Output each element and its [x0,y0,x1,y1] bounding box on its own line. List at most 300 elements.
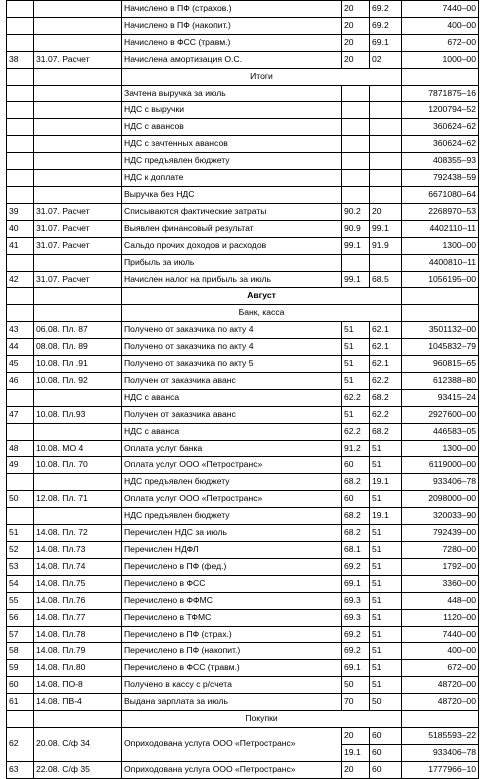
ledger-row [7,254,479,271]
month-heading-row [7,288,479,305]
ledger-row [7,542,479,559]
document-cell: 14.08. Пл.79 [34,643,122,660]
description-cell: Получено от заказчика по акту 5 [122,356,342,373]
description-cell: НДС к доплате [122,170,342,187]
ledger-row [7,237,479,254]
description-cell: Получен от заказчика аванс [122,406,342,423]
document-cell [34,423,122,440]
credit-account-cell [370,254,402,271]
ledger-row [7,102,479,119]
amount-cell: 6671080–64 [402,186,479,203]
debit-account-cell: 62.2 [342,423,370,440]
debit-account-cell: 20 [342,727,370,744]
entry-number-cell [7,17,34,34]
ledger-row [7,186,479,203]
ledger-row [7,17,479,34]
description-cell: НДС с аванса [122,389,342,406]
ledger-row [7,136,479,153]
document-cell: 14.08. ПО-8 [34,677,122,694]
ledger-page [6,0,479,779]
document-cell: 10.08. Пл. 92 [34,372,122,389]
entry-number-cell [7,288,34,305]
debit-account-cell: 60 [342,457,370,474]
amount-cell: 792438–59 [402,170,479,187]
document-cell [34,389,122,406]
credit-account-cell [370,102,402,119]
document-cell: 31.07. Расчет [34,237,122,254]
document-cell [34,170,122,187]
debit-account-cell: 68.1 [342,542,370,559]
credit-account-cell: 68.2 [370,423,402,440]
credit-account-cell: 51 [370,491,402,508]
debit-account-cell: 69.2 [342,626,370,643]
credit-account-cell: 51 [370,542,402,559]
ledger-row [7,423,479,440]
amount-cell: 360624–62 [402,119,479,136]
entry-number-cell: 52 [7,542,34,559]
description-cell: НДС с авансов [122,119,342,136]
description-cell: Оприходована услуга ООО «Петространс» [122,761,342,778]
entry-number-cell: 46 [7,372,34,389]
amount-cell: 48720–00 [402,677,479,694]
credit-account-cell: 19.1 [370,508,402,525]
amount-cell: 1120–00 [402,609,479,626]
amount-cell: 1000–00 [402,51,479,68]
entry-number-cell [7,423,34,440]
document-cell [34,34,122,51]
description-cell: Прибыль за июль [122,254,342,271]
amount-cell: 792439–00 [402,525,479,542]
entry-number-cell [7,508,34,525]
description-cell: Оприходована услуга ООО «Петространс» [122,727,342,761]
entry-number-cell [7,254,34,271]
document-cell [34,508,122,525]
debit-account-cell [342,136,370,153]
document-cell: 31.07. Расчет [34,51,122,68]
ledger-row [7,508,479,525]
credit-account-cell: 51 [370,643,402,660]
document-cell: 14.08. ПВ-4 [34,694,122,711]
document-cell [34,102,122,119]
entry-number-cell: 50 [7,491,34,508]
entry-number-cell [7,170,34,187]
credit-account-cell: 51 [370,677,402,694]
description-cell: Перечислено в ТФМС [122,609,342,626]
amount-cell: 1200794–52 [402,102,479,119]
credit-account-cell: 19.1 [370,474,402,491]
ledger-row [7,626,479,643]
entry-number-cell: 38 [7,51,34,68]
credit-account-cell [370,186,402,203]
debit-account-cell: 60 [342,491,370,508]
debit-account-cell: 51 [342,406,370,423]
entry-number-cell: 53 [7,558,34,575]
document-cell [34,119,122,136]
document-cell [34,17,122,34]
description-cell: Начислено в ПФ (накопит.) [122,17,342,34]
amount-cell: 1300–00 [402,237,479,254]
credit-account-cell: 69.1 [370,34,402,51]
description-cell: Оплата услуг ООО «Петространс» [122,457,342,474]
entry-number-cell [7,305,34,322]
description-cell: Перечислено в ФФМС [122,592,342,609]
debit-account-cell [342,254,370,271]
document-cell: 14.08. Пл.74 [34,558,122,575]
amount-cell: 933406–78 [402,474,479,491]
ledger-row [7,406,479,423]
credit-account-cell [370,153,402,170]
ledger-row [7,660,479,677]
debit-account-cell: 50 [342,677,370,694]
entry-number-cell [7,102,34,119]
debit-account-cell: 51 [342,356,370,373]
debit-account-cell: 69.2 [342,643,370,660]
ledger-row [7,119,479,136]
amount-cell: 320033–90 [402,508,479,525]
debit-account-cell [342,186,370,203]
entry-number-cell: 51 [7,525,34,542]
debit-account-cell: 99.1 [342,271,370,288]
amount-cell: 2927600–00 [402,406,479,423]
credit-account-cell: 69.2 [370,1,402,18]
debit-account-cell [342,119,370,136]
document-cell: 10.08. Пл. 70 [34,457,122,474]
credit-account-cell [370,119,402,136]
credit-account-cell: 68.5 [370,271,402,288]
description-cell: Перечислен НДС за июль [122,525,342,542]
month-heading: Август [122,288,402,305]
document-cell: 06.08. Пл. 87 [34,322,122,339]
document-cell: 14.08. Пл.75 [34,575,122,592]
entry-number-cell: 41 [7,237,34,254]
credit-account-cell: 60 [370,727,402,744]
credit-account-cell: 68.2 [370,389,402,406]
ledger-row [7,356,479,373]
entry-number-cell: 45 [7,356,34,373]
description-cell: Сальдо прочих доходов и расходов [122,237,342,254]
section-heading: Покупки [122,711,402,728]
amount-cell: 446583–05 [402,423,479,440]
amount-cell: 3360–00 [402,575,479,592]
description-cell: Начислено в ПФ (страхов.) [122,1,342,18]
document-cell [34,1,122,18]
ledger-row [7,575,479,592]
ledger-row [7,474,479,491]
entry-number-cell: 63 [7,761,34,778]
ledger-row [7,34,479,51]
amount-cell: 400–00 [402,17,479,34]
debit-account-cell: 51 [342,322,370,339]
entry-number-cell [7,119,34,136]
document-cell: 31.07. Расчет [34,271,122,288]
section-heading: Итоги [122,68,402,85]
document-cell [34,68,122,85]
ledger-row [7,271,479,288]
credit-account-cell: 62.2 [370,406,402,423]
ledger-row [7,761,479,778]
debit-account-cell: 91.2 [342,440,370,457]
section-heading-row [7,68,479,85]
document-cell: 31.07. Расчет [34,220,122,237]
amount-cell: 1300–00 [402,440,479,457]
entry-number-cell [7,474,34,491]
document-cell [34,474,122,491]
entry-number-cell: 60 [7,677,34,694]
entry-number-cell: 44 [7,339,34,356]
description-cell: Начислена амортизация О.С. [122,51,342,68]
debit-account-cell: 69.1 [342,660,370,677]
credit-account-cell: 60 [370,761,402,778]
entry-number-cell: 49 [7,457,34,474]
debit-account-cell: 20 [342,761,370,778]
amount-cell: 7440–00 [402,1,479,18]
debit-account-cell: 20 [342,34,370,51]
ledger-row [7,1,479,18]
document-cell [34,305,122,322]
description-cell: НДС с зачтенных авансов [122,136,342,153]
debit-account-cell [342,170,370,187]
debit-account-cell: 68.2 [342,474,370,491]
debit-account-cell: 51 [342,339,370,356]
amount-cell: 672–00 [402,660,479,677]
ledger-row [7,592,479,609]
document-cell [34,288,122,305]
description-cell: Перечислено в ПФ (страх.) [122,626,342,643]
debit-account-cell: 19.1 [342,744,370,761]
ledger-body [7,1,479,779]
entry-number-cell: 48 [7,440,34,457]
description-cell: Выручка без НДС [122,186,342,203]
ledger-row [7,153,479,170]
credit-account-cell: 02 [370,51,402,68]
description-cell: Оплата услуг банка [122,440,342,457]
amount-cell: 612388–80 [402,372,479,389]
ledger-row [7,491,479,508]
document-cell: 22.08. С/ф 35 [34,761,122,778]
ledger-row [7,677,479,694]
debit-account-cell: 69.3 [342,609,370,626]
description-cell: Получено от заказчика по акту 4 [122,322,342,339]
document-cell: 10.08. Пл .91 [34,356,122,373]
entry-number-cell: 40 [7,220,34,237]
credit-account-cell: 51 [370,626,402,643]
document-cell [34,85,122,102]
document-cell: 14.08. Пл.77 [34,609,122,626]
amount-cell: 960815–65 [402,356,479,373]
entry-number-cell: 47 [7,406,34,423]
ledger-row [7,203,479,220]
entry-number-cell [7,153,34,170]
amount-cell: 5185593–22 [402,727,479,744]
entry-number-cell: 62 [7,727,34,761]
credit-account-cell [370,136,402,153]
credit-account-cell: 51 [370,525,402,542]
credit-account-cell: 51 [370,558,402,575]
document-cell [34,186,122,203]
document-cell: 14.08. Пл.78 [34,626,122,643]
description-cell: Перечислено в ФСС [122,575,342,592]
debit-account-cell: 68.2 [342,525,370,542]
amount-cell: 2268970–53 [402,203,479,220]
description-cell: Перечислен НДФЛ [122,542,342,559]
description-cell: НДС предъявлен бюджету [122,153,342,170]
credit-account-cell: 60 [370,744,402,761]
document-cell: 12.08. Пл. 71 [34,491,122,508]
entry-number-cell [7,389,34,406]
debit-account-cell: 69.2 [342,558,370,575]
entry-number-cell [7,136,34,153]
description-cell: НДС предъявлен бюджету [122,508,342,525]
debit-account-cell: 99.1 [342,237,370,254]
entry-number-cell: 54 [7,575,34,592]
credit-account-cell [370,170,402,187]
debit-account-cell: 20 [342,1,370,18]
ledger-row [7,389,479,406]
entry-number-cell [7,186,34,203]
amount-cell: 4402110–11 [402,220,479,237]
entry-number-cell: 39 [7,203,34,220]
document-cell: 10.08. Пл.93 [34,406,122,423]
credit-account-cell: 91.9 [370,237,402,254]
amount-cell: 400–00 [402,643,479,660]
debit-account-cell: 90.2 [342,203,370,220]
credit-account-cell: 62.1 [370,339,402,356]
entry-number-cell: 55 [7,592,34,609]
credit-account-cell: 62.1 [370,322,402,339]
entry-number-cell: 59 [7,660,34,677]
amount-cell: 6119000–00 [402,457,479,474]
credit-account-cell: 62.2 [370,372,402,389]
ledger-row [7,694,479,711]
amount-cell [402,68,479,85]
document-cell: 10.08. МО 4 [34,440,122,457]
entry-number-cell [7,34,34,51]
document-cell [34,136,122,153]
description-cell: Начислен налог на прибыль за июль [122,271,342,288]
credit-account-cell: 51 [370,660,402,677]
ledger-row [7,170,479,187]
description-cell: Начислено в ФСС (травм.) [122,34,342,51]
ledger-row [7,85,479,102]
amount-cell: 48720–00 [402,694,479,711]
entry-number-cell: 57 [7,626,34,643]
document-cell: 08.08. Пл. 89 [34,339,122,356]
ledger-row [7,372,479,389]
amount-cell: 1056195–00 [402,271,479,288]
entry-number-cell: 61 [7,694,34,711]
description-cell: Списываются фактические затраты [122,203,342,220]
document-cell: 20.08. С/ф 34 [34,727,122,761]
entry-number-cell: 42 [7,271,34,288]
document-cell [34,254,122,271]
credit-account-cell: 51 [370,575,402,592]
amount-cell: 7280–00 [402,542,479,559]
document-cell: 31.07. Расчет [34,203,122,220]
amount-cell: 1777966–10 [402,761,479,778]
entry-number-cell [7,68,34,85]
amount-cell: 448–00 [402,592,479,609]
credit-account-cell: 62.1 [370,356,402,373]
amount-cell: 4400810–11 [402,254,479,271]
debit-account-cell: 51 [342,372,370,389]
debit-account-cell: 69.1 [342,575,370,592]
ledger-row [7,609,479,626]
description-cell: НДС с аванса [122,423,342,440]
description-cell: Перечислено в ПФ (накопит.) [122,643,342,660]
description-cell: Выдана зарплата за июль [122,694,342,711]
ledger-row [7,558,479,575]
amount-cell: 7440–00 [402,626,479,643]
amount-cell: 93415–24 [402,389,479,406]
description-cell: НДС предъявлен бюджету [122,474,342,491]
entry-number-cell [7,85,34,102]
amount-cell: 933406–78 [402,744,479,761]
amount-cell [402,305,479,322]
debit-account-cell [342,102,370,119]
debit-account-cell: 62.2 [342,389,370,406]
document-cell: 14.08. Пл.80 [34,660,122,677]
document-cell: 14.08. Пл. 72 [34,525,122,542]
amount-cell [402,288,479,305]
amount-cell: 2098000–00 [402,491,479,508]
credit-account-cell: 51 [370,592,402,609]
ledger-row [7,322,479,339]
description-cell: Выявлен финансовый результат [122,220,342,237]
debit-account-cell: 90.9 [342,220,370,237]
debit-account-cell: 70 [342,694,370,711]
document-cell [34,153,122,170]
amount-cell: 672–00 [402,34,479,51]
description-cell: Перечислено в ПФ (фед.) [122,558,342,575]
debit-account-cell [342,85,370,102]
ledger-row [7,440,479,457]
amount-cell: 7871875–16 [402,85,479,102]
description-cell: НДС с выручки [122,102,342,119]
description-cell: Получен от заказчика аванс [122,372,342,389]
document-cell: 14.08. Пл.73 [34,542,122,559]
entry-number-cell [7,1,34,18]
amount-cell: 408355–93 [402,153,479,170]
description-cell: Зачтена выручка за июль [122,85,342,102]
credit-account-cell: 99.1 [370,220,402,237]
description-cell: Получено в кассу с р/счета [122,677,342,694]
description-cell: Оплата услуг ООО «Петространс» [122,491,342,508]
debit-account-cell: 68.2 [342,508,370,525]
section-heading-row [7,305,479,322]
entry-number-cell: 58 [7,643,34,660]
ledger-row [7,457,479,474]
ledger-table [6,0,479,779]
debit-account-cell: 69.3 [342,592,370,609]
amount-cell: 360624–62 [402,136,479,153]
amount-cell: 3501132–00 [402,322,479,339]
section-heading: Банк, касса [122,305,402,322]
description-cell: Перечислено в ФСС (травм.) [122,660,342,677]
credit-account-cell: 51 [370,457,402,474]
description-cell: Получено от заказчика по акту 4 [122,339,342,356]
ledger-row [7,525,479,542]
credit-account-cell: 50 [370,694,402,711]
debit-account-cell: 20 [342,17,370,34]
amount-cell: 1045832–79 [402,339,479,356]
amount-cell: 1792–00 [402,558,479,575]
ledger-row [7,727,479,744]
credit-account-cell: 20 [370,203,402,220]
ledger-row [7,339,479,356]
ledger-row [7,51,479,68]
debit-account-cell [342,153,370,170]
entry-number-cell: 56 [7,609,34,626]
